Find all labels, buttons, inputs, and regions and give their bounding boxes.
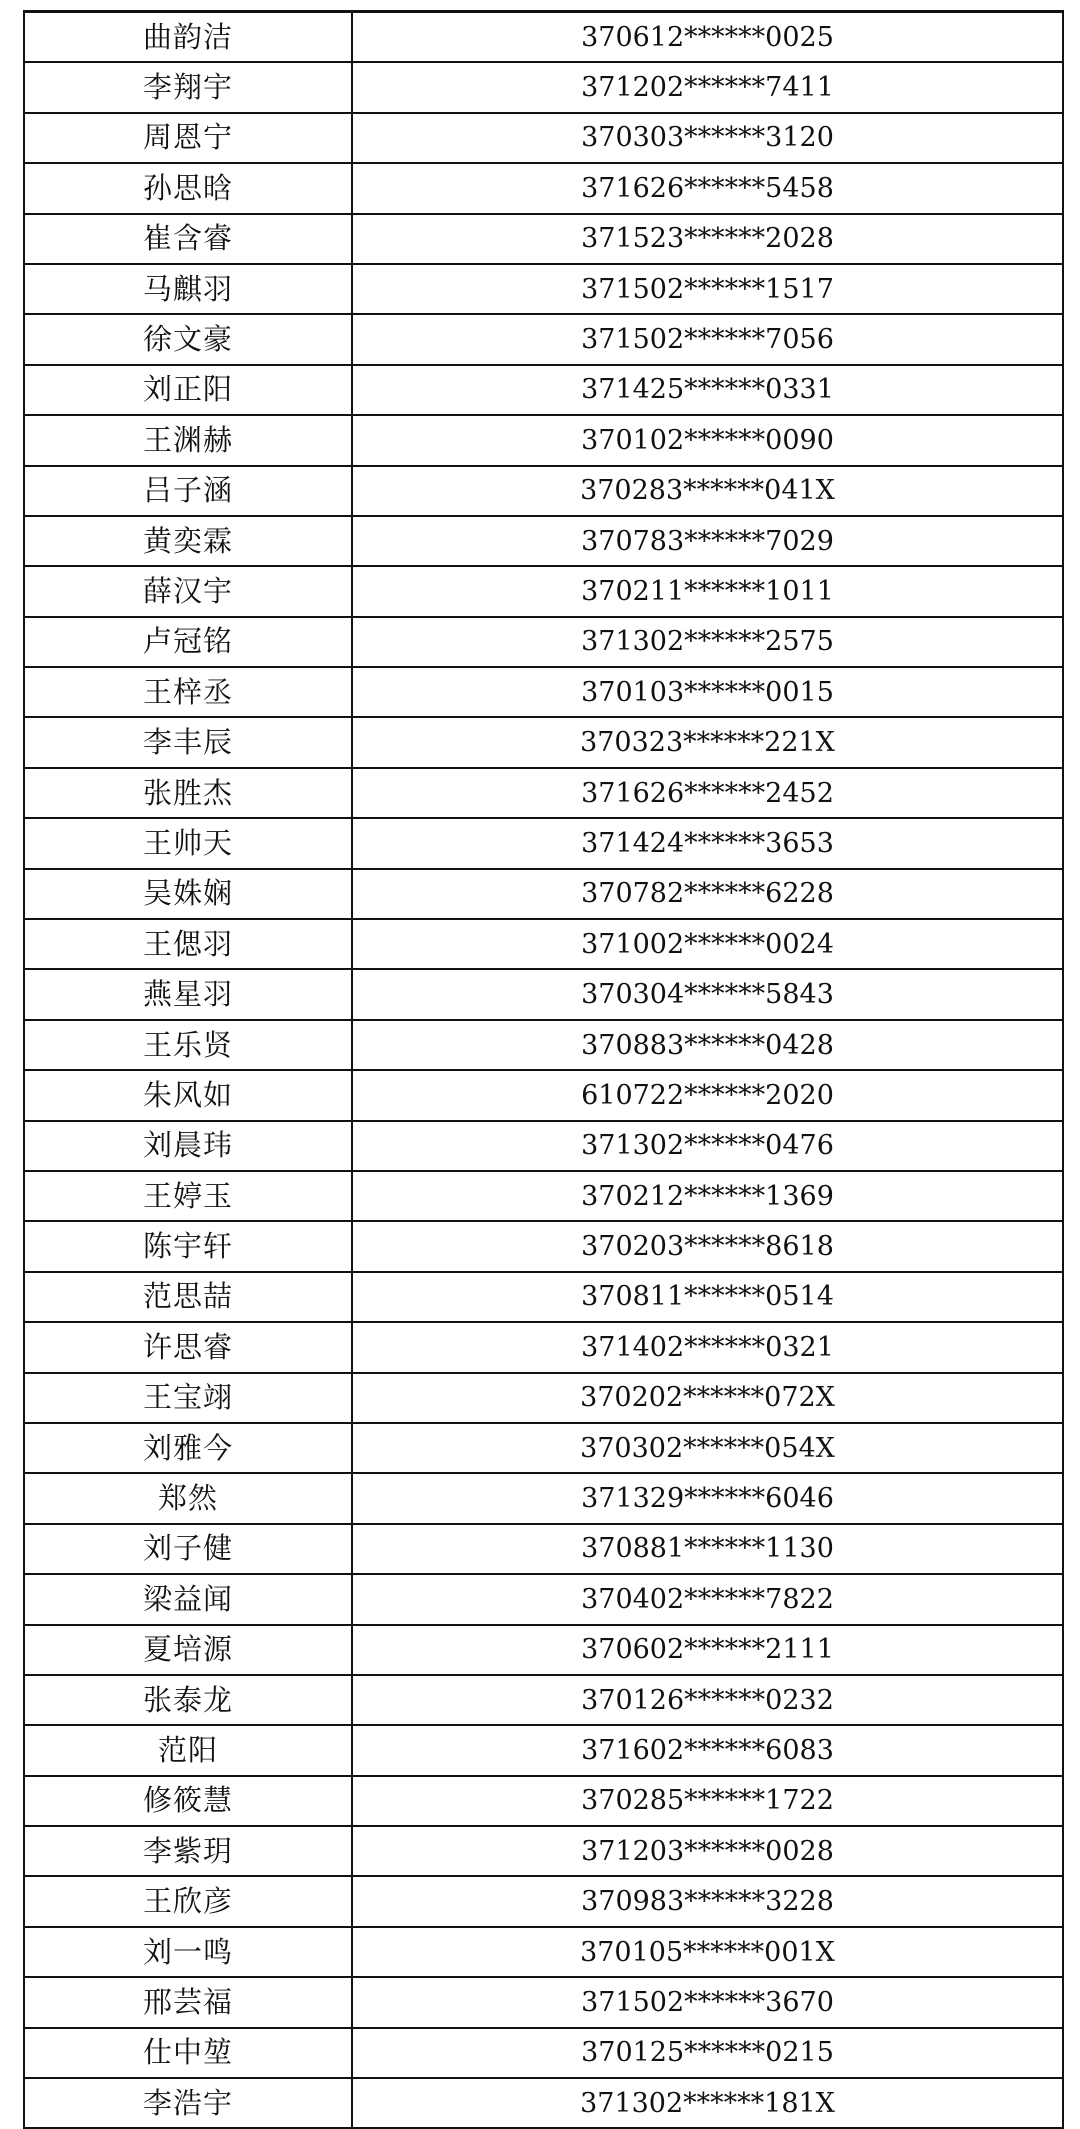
table-row <box>24 1625 1063 1675</box>
id-number-cell: 610722******2020 <box>352 1070 1063 1120</box>
table-row <box>24 264 1063 314</box>
id-number-cell: 371502******7056 <box>352 314 1063 364</box>
table-row <box>24 1927 1063 1977</box>
id-number-cell: 370303******3120 <box>352 113 1063 163</box>
table-row <box>24 2078 1063 2128</box>
id-number-cell: 371502******1517 <box>352 264 1063 314</box>
table-row <box>24 12 1063 63</box>
table-row <box>24 1373 1063 1423</box>
id-number-cell: 370612******0025 <box>352 12 1063 63</box>
table-row <box>24 1020 1063 1070</box>
roster-table <box>23 10 1064 2129</box>
name-cell: 刘正阳 <box>24 365 352 415</box>
table-row <box>24 1675 1063 1725</box>
name-cell: 范阳 <box>24 1725 352 1775</box>
table-row <box>24 1524 1063 1574</box>
id-number-cell: 370323******221X <box>352 717 1063 767</box>
id-number-cell: 371626******5458 <box>352 163 1063 213</box>
roster-table-body <box>24 12 1063 2129</box>
id-number-cell: 370203******8618 <box>352 1221 1063 1271</box>
name-cell: 周恩宁 <box>24 113 352 163</box>
table-row <box>24 1423 1063 1473</box>
name-cell: 朱风如 <box>24 1070 352 1120</box>
table-row <box>24 1171 1063 1221</box>
name-cell: 邢芸福 <box>24 1977 352 2027</box>
table-row <box>24 1121 1063 1171</box>
table-row <box>24 667 1063 717</box>
name-cell: 燕星羽 <box>24 969 352 1019</box>
name-cell: 王渊赫 <box>24 415 352 465</box>
name-cell: 张泰龙 <box>24 1675 352 1725</box>
id-number-cell: 370783******7029 <box>352 516 1063 566</box>
table-row <box>24 2028 1063 2078</box>
table-row <box>24 869 1063 919</box>
name-cell: 马麒羽 <box>24 264 352 314</box>
id-number-cell: 370285******1722 <box>352 1776 1063 1826</box>
id-number-cell: 371202******7411 <box>352 62 1063 112</box>
id-number-cell: 370103******0015 <box>352 667 1063 717</box>
id-number-cell: 370881******1130 <box>352 1524 1063 1574</box>
id-number-cell: 371402******0321 <box>352 1322 1063 1372</box>
name-cell: 梁益闻 <box>24 1574 352 1624</box>
table-row <box>24 62 1063 112</box>
name-cell: 王宝翊 <box>24 1373 352 1423</box>
name-cell: 李翔宇 <box>24 62 352 112</box>
name-cell: 修筱慧 <box>24 1776 352 1826</box>
id-number-cell: 370304******5843 <box>352 969 1063 1019</box>
table-row <box>24 466 1063 516</box>
name-cell: 孙思晗 <box>24 163 352 213</box>
table-row <box>24 617 1063 667</box>
id-number-cell: 370202******072X <box>352 1373 1063 1423</box>
table-row <box>24 1977 1063 2027</box>
id-number-cell: 371302******181X <box>352 2078 1063 2128</box>
table-row <box>24 163 1063 213</box>
name-cell: 刘一鸣 <box>24 1927 352 1977</box>
name-cell: 陈宇轩 <box>24 1221 352 1271</box>
name-cell: 仕中堃 <box>24 2028 352 2078</box>
table-row <box>24 365 1063 415</box>
name-cell: 王婷玉 <box>24 1171 352 1221</box>
name-cell: 崔含睿 <box>24 214 352 264</box>
table-row <box>24 1221 1063 1271</box>
name-cell: 范思喆 <box>24 1272 352 1322</box>
name-cell: 王欣彦 <box>24 1876 352 1926</box>
name-cell: 曲韵洁 <box>24 12 352 63</box>
table-row <box>24 214 1063 264</box>
table-row <box>24 969 1063 1019</box>
name-cell: 刘雅今 <box>24 1423 352 1473</box>
id-number-cell: 370983******3228 <box>352 1876 1063 1926</box>
name-cell: 郑然 <box>24 1473 352 1523</box>
table-row <box>24 1776 1063 1826</box>
name-cell: 刘子健 <box>24 1524 352 1574</box>
name-cell: 许思睿 <box>24 1322 352 1372</box>
id-number-cell: 370782******6228 <box>352 869 1063 919</box>
name-cell: 黄奕霖 <box>24 516 352 566</box>
id-number-cell: 370811******0514 <box>352 1272 1063 1322</box>
table-row <box>24 1473 1063 1523</box>
name-cell: 王乐贤 <box>24 1020 352 1070</box>
id-number-cell: 371203******0028 <box>352 1826 1063 1876</box>
id-number-cell: 370602******2111 <box>352 1625 1063 1675</box>
id-number-cell: 370883******0428 <box>352 1020 1063 1070</box>
name-cell: 吕子涵 <box>24 466 352 516</box>
id-number-cell: 370283******041X <box>352 466 1063 516</box>
id-number-cell: 371602******6083 <box>352 1725 1063 1775</box>
table-row <box>24 818 1063 868</box>
name-cell: 王偲羽 <box>24 919 352 969</box>
table-row <box>24 768 1063 818</box>
name-cell: 徐文豪 <box>24 314 352 364</box>
id-number-cell: 370102******0090 <box>352 415 1063 465</box>
id-number-cell: 370125******0215 <box>352 2028 1063 2078</box>
id-number-cell: 371626******2452 <box>352 768 1063 818</box>
name-cell: 夏培源 <box>24 1625 352 1675</box>
table-row <box>24 113 1063 163</box>
table-row <box>24 919 1063 969</box>
id-number-cell: 370212******1369 <box>352 1171 1063 1221</box>
id-number-cell: 371523******2028 <box>352 214 1063 264</box>
id-number-cell: 371302******2575 <box>352 617 1063 667</box>
id-number-cell: 370105******001X <box>352 1927 1063 1977</box>
id-number-cell: 370402******7822 <box>352 1574 1063 1624</box>
name-cell: 王帅天 <box>24 818 352 868</box>
table-row <box>24 314 1063 364</box>
name-cell: 张胜杰 <box>24 768 352 818</box>
id-number-cell: 370126******0232 <box>352 1675 1063 1725</box>
table-row <box>24 566 1063 616</box>
name-cell: 刘晨玮 <box>24 1121 352 1171</box>
table-row <box>24 1725 1063 1775</box>
table-row <box>24 717 1063 767</box>
name-cell: 李丰辰 <box>24 717 352 767</box>
id-number-cell: 371302******0476 <box>352 1121 1063 1171</box>
name-cell: 王梓丞 <box>24 667 352 717</box>
table-row <box>24 1272 1063 1322</box>
table-row <box>24 1574 1063 1624</box>
name-cell: 吴姝娴 <box>24 869 352 919</box>
table-row <box>24 415 1063 465</box>
id-number-cell: 371424******3653 <box>352 818 1063 868</box>
id-number-cell: 371002******0024 <box>352 919 1063 969</box>
table-row <box>24 1070 1063 1120</box>
name-cell: 薛汉宇 <box>24 566 352 616</box>
id-number-cell: 371502******3670 <box>352 1977 1063 2027</box>
id-number-cell: 371329******6046 <box>352 1473 1063 1523</box>
name-cell: 卢冠铭 <box>24 617 352 667</box>
id-number-cell: 370211******1011 <box>352 566 1063 616</box>
table-row <box>24 1826 1063 1876</box>
name-cell: 李紫玥 <box>24 1826 352 1876</box>
id-number-cell: 371425******0331 <box>352 365 1063 415</box>
table-row <box>24 516 1063 566</box>
name-cell: 李浩宇 <box>24 2078 352 2128</box>
table-row <box>24 1876 1063 1926</box>
table-row <box>24 1322 1063 1372</box>
id-number-cell: 370302******054X <box>352 1423 1063 1473</box>
